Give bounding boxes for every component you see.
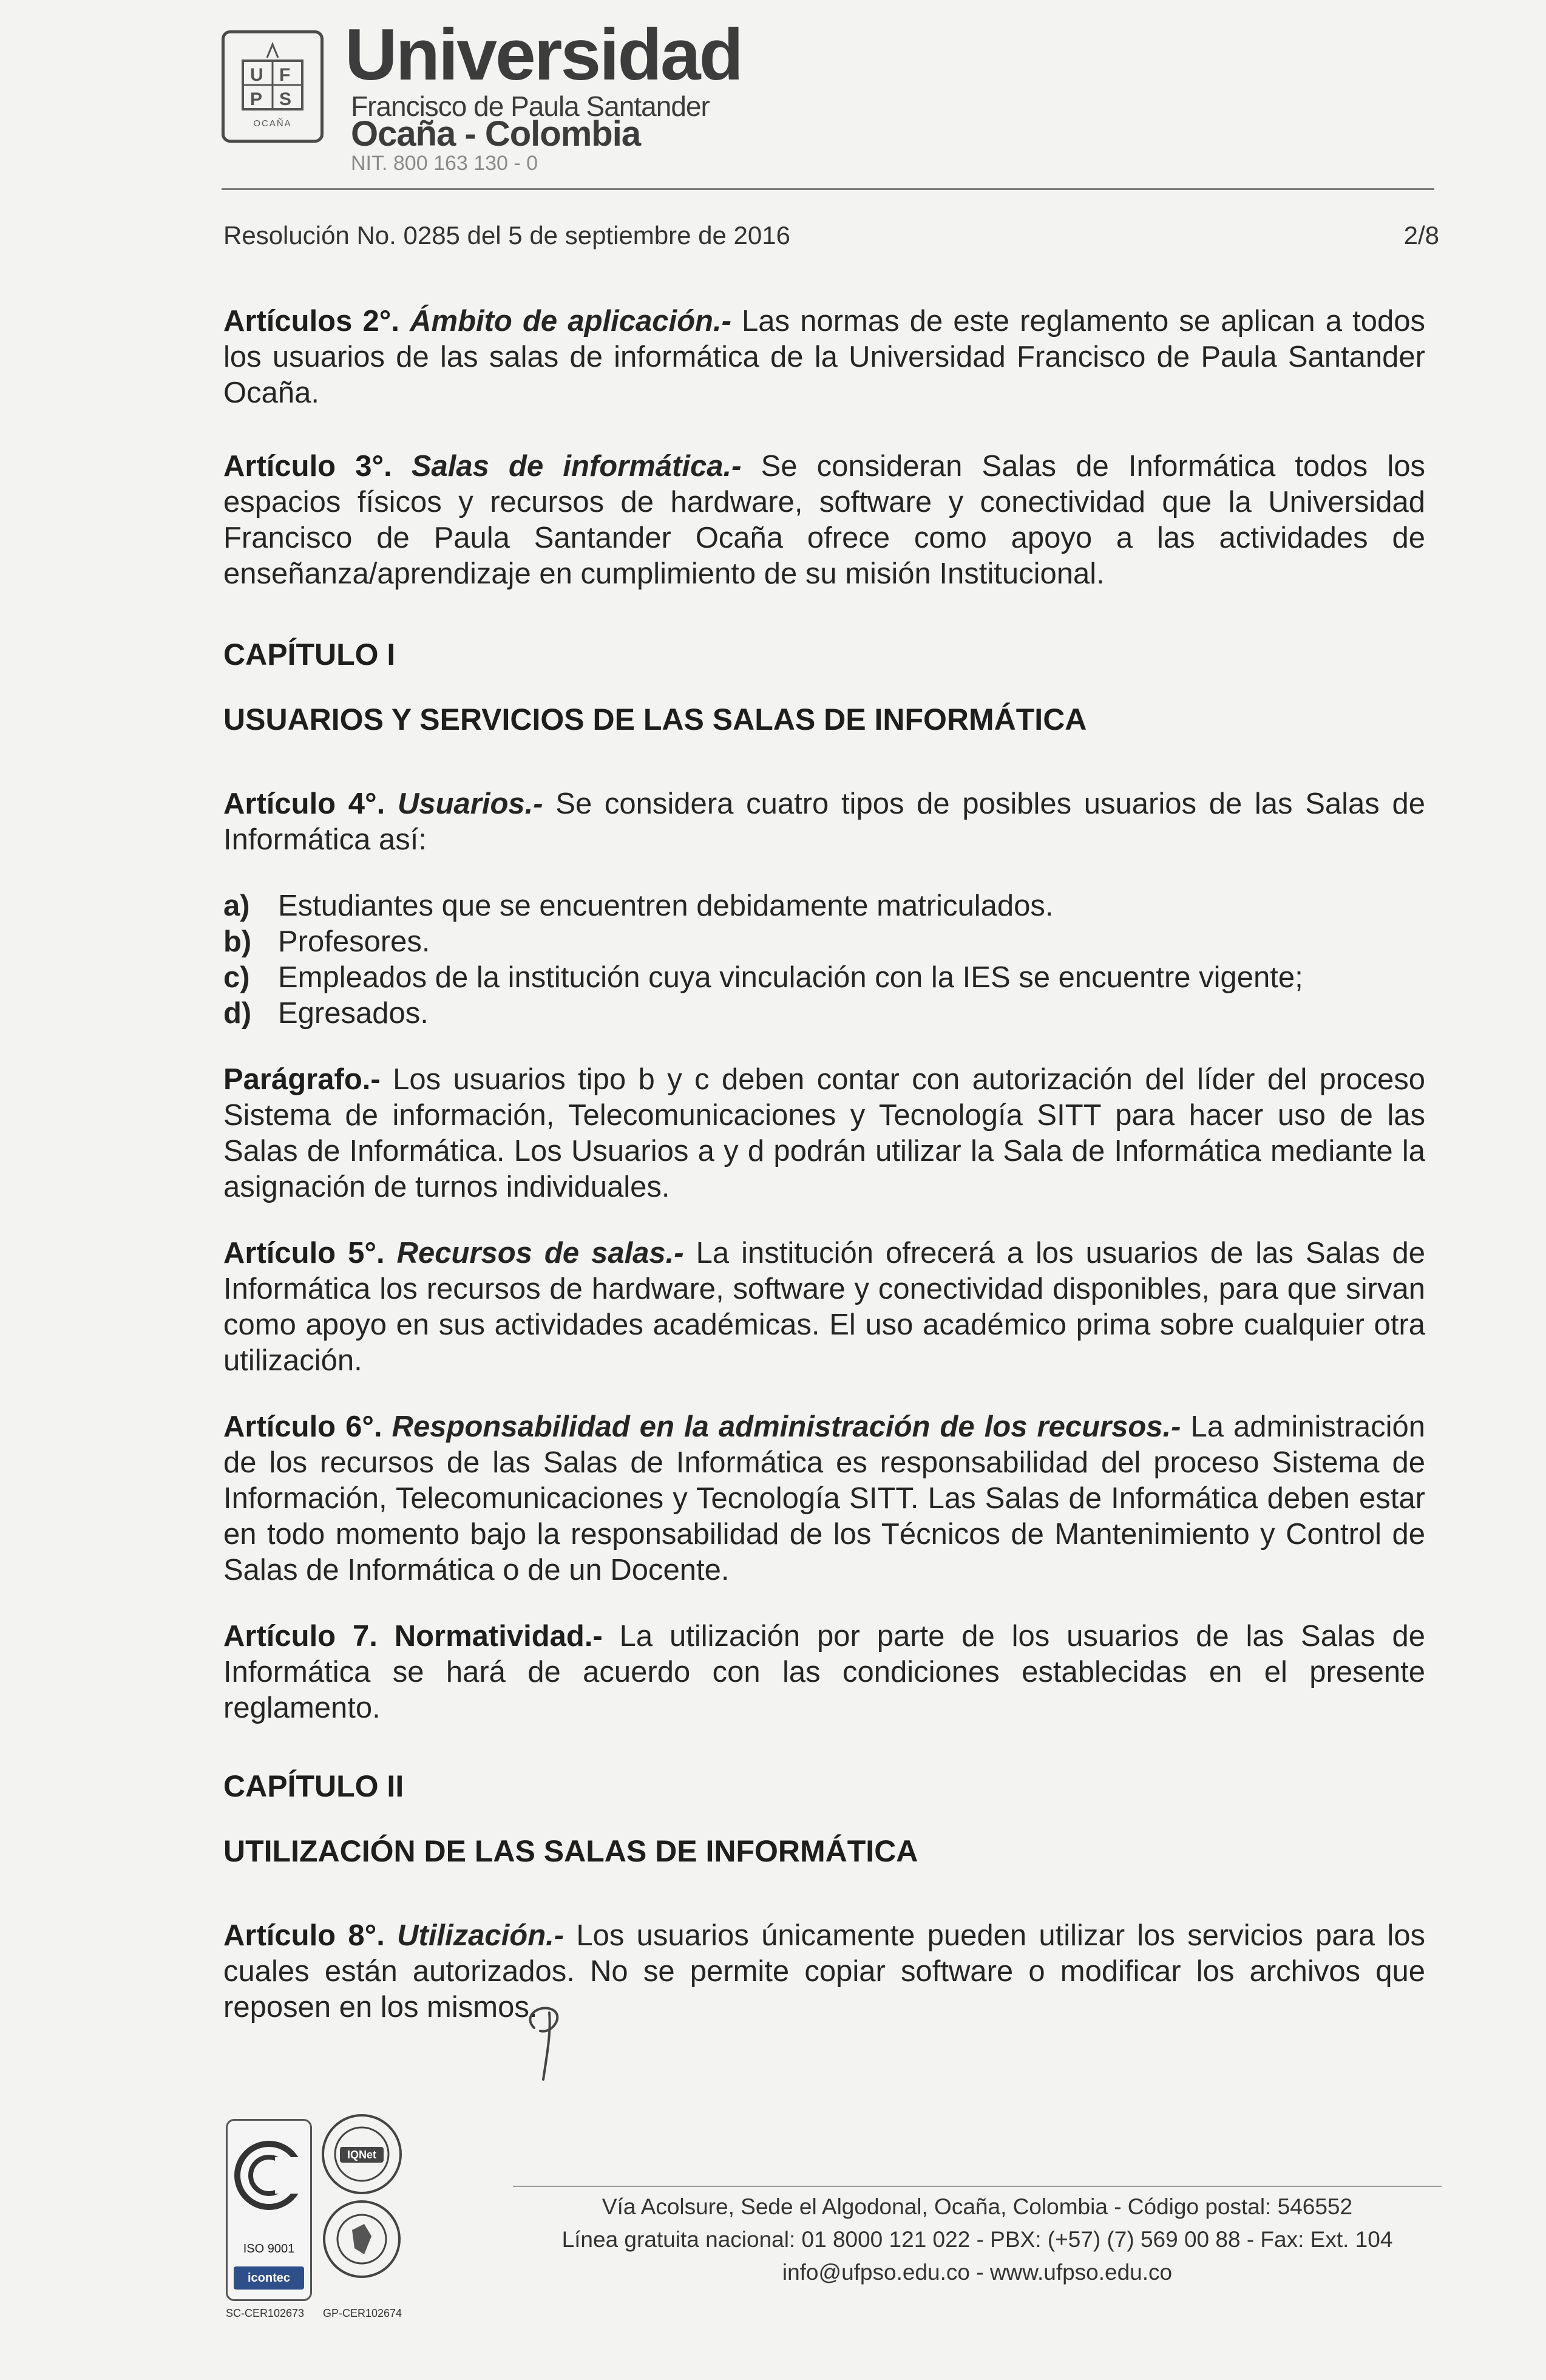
header-divider — [222, 188, 1434, 190]
iso-label: ISO 9001 — [243, 2242, 295, 2256]
iqnet-certification-seal-icon — [316, 2112, 408, 2304]
list-marker: b) — [223, 925, 252, 958]
article-4-label: Artículo 4°. — [223, 787, 385, 820]
article-8-title: Utilización.- — [397, 1919, 564, 1952]
paragrafo-label: Parágrafo.- — [223, 1063, 381, 1096]
article-3 — [223, 449, 1425, 592]
document-body — [223, 304, 1425, 2025]
article-7-text: La utilización por parte de los usuarios de las Salas de Informática se hará de acuerdo con las condiciones establecidas en el presente reglamento. — [223, 1620, 1425, 1724]
user-type-item — [223, 996, 1425, 1032]
paragrafo-text: Los usuarios tipo b y c deben contar con autorización del líder del proceso Sistema de información, Telecomunicaciones y Tecnología SITT para hacer uso de las Salas de Informática. Los Usuarios a y d podrán utilizar la Sala de Informática mediante la asignación de turnos individuales. — [223, 1063, 1425, 1203]
footer-address: Vía Acolsure, Sede el Algodonal, Ocaña, Colombia - Código postal: 546552 — [602, 2194, 1353, 2219]
article-6 — [223, 1409, 1425, 1588]
article-3-text: Se consideran Salas de Informática todos los espacios físicos y recursos de hardware, software y conectividad que la Universidad Francisco de Paula Santander Ocaña ofrece como apoyo a las actividades de enseñanza/aprendizaje en cumplimiento de su misión Institucional. — [223, 450, 1425, 590]
footer-divider — [513, 2186, 1442, 2187]
list-marker: d) — [223, 997, 252, 1030]
article-2-title: Ámbito de aplicación.- — [410, 305, 731, 338]
article-2-label: Artículos 2°. — [223, 305, 399, 338]
university-name: Universidad — [345, 14, 742, 95]
user-type-item — [223, 888, 1425, 924]
article-3-title: Salas de informática.- — [411, 450, 742, 483]
icontec-label: icontec — [234, 2266, 304, 2290]
logo-caption: OCAÑA — [253, 118, 292, 129]
paragrafo — [223, 1062, 1425, 1205]
article-4-text: Se considera cuatro tipos de posibles usuarios de las Salas de Informática así: — [223, 787, 1425, 856]
list-item-text: Egresados. — [278, 997, 429, 1030]
university-subname: Francisco de Paula Santander — [351, 90, 710, 122]
article-7-label: Artículo 7. Normatividad.- — [223, 1620, 603, 1653]
svg-text:P: P — [250, 89, 263, 109]
resolution-reference: Resolución No. 0285 del 5 de septiembre de 2016 — [223, 221, 790, 250]
user-type-item — [223, 960, 1425, 996]
cert-code-1: SC-CER102673 — [226, 2307, 305, 2319]
article-6-title: Responsabilidad en la administración de los recursos.- — [392, 1410, 1181, 1443]
university-logo — [222, 30, 324, 143]
nit-number: NIT. 800 163 130 - 0 — [351, 152, 538, 175]
user-type-item — [223, 924, 1425, 960]
article-8 — [223, 1918, 1425, 2025]
list-marker: a) — [223, 889, 250, 922]
svg-text:F: F — [279, 65, 291, 85]
article-6-label: Artículo 6°. — [223, 1410, 382, 1443]
article-2-text: Las normas de este reglamento se aplican a todos los usuarios de las salas de informática de la Universidad Francisco de Paula Santander Ocaña. — [223, 305, 1425, 409]
svg-text:S: S — [279, 89, 292, 109]
article-8-text: Los usuarios únicamente pueden utilizar los servicios para los cuales están autorizados. No se permite copiar software o modificar los archivos que reposen en los mismos. — [223, 1919, 1425, 2024]
chapter-1-title: USUARIOS Y SERVICIOS DE LAS SALAS DE INFORMÁTICA — [223, 702, 1087, 736]
article-5-label: Artículo 5°. — [223, 1237, 385, 1270]
footer-web: info@ufpso.edu.co - www.ufpso.edu.co — [782, 2260, 1173, 2285]
article-5 — [223, 1236, 1425, 1379]
article-5-title: Recursos de salas.- — [396, 1237, 684, 1270]
page-number: 2/8 — [1403, 221, 1439, 250]
user-types-list — [223, 888, 1425, 1032]
list-item-text: Profesores. — [278, 925, 430, 958]
iqnet-label: IQNet — [347, 2149, 377, 2161]
article-4-title: Usuarios.- — [397, 787, 543, 820]
article-5-text: La institución ofrecerá a los usuarios de las Salas de Informática los recursos de hardware, software y conectividad disponibles, para que sirvan como apoyo en sus actividades académicas. El uso académico prima sobre cualquier otra utilización. — [223, 1237, 1425, 1377]
footer-phones: Línea gratuita nacional: 01 8000 121 022 - PBX: (+57) (7) 569 00 88 - Fax: Ext. 104 — [561, 2227, 1393, 2252]
chapter-2-title: UTILIZACIÓN DE LAS SALAS DE INFORMÁTICA — [223, 1834, 918, 1868]
article-8-label: Artículo 8°. — [223, 1919, 385, 1952]
chapter-1-heading: CAPÍTULO I — [223, 638, 396, 672]
list-item-text: Empleados de la institución cuya vinculación con la IES se encuentre vigente; — [278, 961, 1303, 994]
icontec-certification-badge — [226, 2119, 312, 2301]
list-marker: c) — [223, 961, 250, 994]
list-item-text: Estudiantes que se encuentren debidamente matriculados. — [278, 889, 1054, 922]
article-2 — [223, 304, 1425, 411]
article-4 — [223, 786, 1425, 858]
article-6-text: La administración de los recursos de las Salas de Informática es responsabilidad del proceso Sistema de Información, Telecomunicaciones y Tecnología SITT. Las Salas de Informática deben estar en todo momento bajo la responsabilidad de los Técnicos de Mantenimiento y Control de Salas de Informática o de un Docente. — [223, 1410, 1425, 1586]
footer-contact — [513, 2191, 1442, 2289]
svg-text:U: U — [250, 65, 263, 85]
cert-code-2: GP-CER102674 — [323, 2307, 402, 2319]
article-3-label: Artículo 3°. — [223, 450, 392, 483]
article-7 — [223, 1619, 1425, 1726]
chapter-2-heading: CAPÍTULO II — [223, 1769, 404, 1803]
university-city: Ocaña - Colombia — [351, 114, 641, 154]
handwritten-initial-signature — [516, 1991, 595, 2082]
icontec-logo-icon — [228, 2121, 310, 2236]
